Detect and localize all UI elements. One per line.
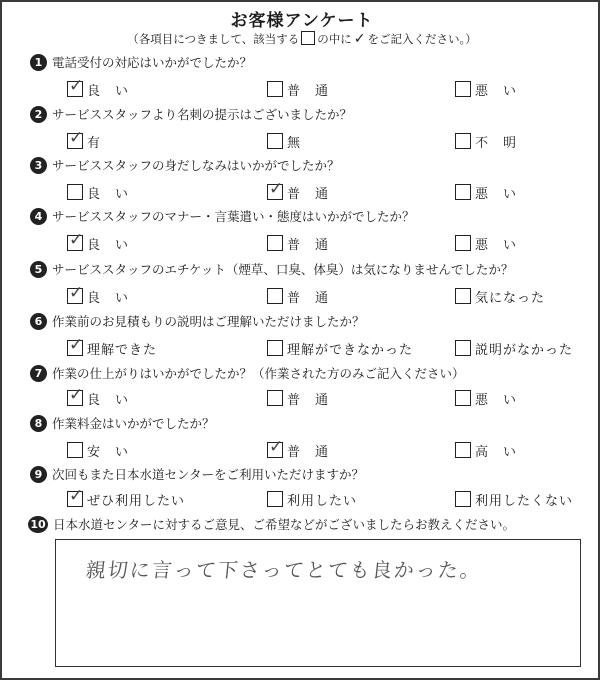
survey-title: お客様アンケート bbox=[230, 11, 374, 31]
question-2 bbox=[30, 104, 352, 126]
comment-field[interactable] bbox=[55, 539, 581, 667]
question-number-badge: 3 bbox=[30, 157, 47, 174]
checkbox[interactable] bbox=[267, 81, 283, 97]
check-mark-icon: ✓ bbox=[353, 31, 366, 47]
option-q3-1[interactable] bbox=[67, 180, 217, 204]
checkbox[interactable] bbox=[267, 179, 284, 200]
question-text: 作業の仕上がりはいかがでしたか？（作業された方のみご記入ください） bbox=[52, 366, 465, 381]
question-number-badge: 10 bbox=[28, 516, 48, 533]
checkbox[interactable] bbox=[67, 128, 84, 149]
question-number-badge: 2 bbox=[30, 106, 47, 123]
option-label: 利用したい bbox=[287, 493, 358, 509]
checkbox[interactable] bbox=[67, 230, 84, 251]
instruction-after: をご記入ください。） bbox=[367, 32, 477, 46]
checkbox[interactable] bbox=[455, 390, 471, 406]
option-label: 良 い bbox=[87, 392, 130, 408]
question-number-badge: 9 bbox=[30, 466, 47, 483]
option-q4-1[interactable] bbox=[67, 231, 217, 255]
option-q7-3[interactable] bbox=[455, 386, 590, 410]
checkbox[interactable] bbox=[67, 385, 84, 406]
checkbox[interactable] bbox=[267, 390, 283, 406]
check-mark-icon: ✓ bbox=[69, 283, 84, 303]
checkbox[interactable] bbox=[455, 81, 471, 97]
question-number-badge: 7 bbox=[30, 365, 47, 382]
check-mark-icon: ✓ bbox=[69, 335, 84, 355]
option-label: 理解できた bbox=[87, 342, 158, 358]
option-q1-3[interactable] bbox=[455, 77, 590, 101]
check-mark-icon: ✓ bbox=[69, 385, 84, 405]
checkbox[interactable] bbox=[455, 442, 471, 458]
option-label: 説明がなかった bbox=[475, 342, 574, 358]
option-label: 悪 い bbox=[475, 83, 518, 99]
question-text: 日本水道センターに対するご意見、ご希望などがございましたらお教えください。 bbox=[53, 517, 516, 532]
option-label: 普 通 bbox=[287, 83, 330, 99]
checkbox[interactable] bbox=[455, 184, 471, 200]
question-number-badge: 8 bbox=[30, 415, 47, 432]
option-label: 普 通 bbox=[287, 237, 330, 253]
checkbox[interactable] bbox=[67, 486, 84, 507]
option-q7-1[interactable] bbox=[67, 386, 217, 410]
option-q2-3[interactable] bbox=[455, 129, 590, 153]
check-mark-icon: ✓ bbox=[69, 486, 84, 506]
option-q1-1[interactable] bbox=[67, 77, 217, 101]
option-label: 良 い bbox=[87, 290, 130, 306]
option-q6-3[interactable] bbox=[455, 336, 590, 360]
option-q5-1[interactable] bbox=[67, 284, 217, 308]
check-mark-icon: ✓ bbox=[69, 128, 84, 148]
option-q6-1[interactable] bbox=[67, 336, 217, 360]
question-5-options bbox=[2, 284, 600, 308]
option-q9-1[interactable] bbox=[67, 487, 217, 511]
option-label: 高 い bbox=[475, 444, 518, 460]
question-4-options bbox=[2, 231, 600, 255]
option-q8-3[interactable] bbox=[455, 438, 590, 462]
option-label: 悪 い bbox=[475, 392, 518, 408]
question-number-badge: 6 bbox=[30, 313, 47, 330]
question-text: サービススタッフのエチケット（煙草、口臭、体臭）は気になりませんでしたか？ bbox=[52, 262, 514, 277]
option-label: 普 通 bbox=[287, 290, 330, 306]
question-text: 次回もまた日本水道センターをご利用いただけますか？ bbox=[52, 467, 365, 482]
checkbox[interactable] bbox=[455, 491, 471, 507]
option-q7-2[interactable] bbox=[267, 386, 427, 410]
question-2-options bbox=[2, 129, 600, 153]
question-text: 作業前のお見積もりの説明はご理解いただけましたか？ bbox=[52, 314, 365, 329]
checkbox[interactable] bbox=[67, 442, 83, 458]
check-mark-icon: ✓ bbox=[69, 230, 84, 250]
question-1 bbox=[30, 52, 252, 74]
option-q4-3[interactable] bbox=[455, 231, 590, 255]
option-label: ぜひ利用したい bbox=[87, 493, 186, 509]
question-7-options bbox=[2, 386, 600, 410]
checkbox[interactable] bbox=[267, 235, 283, 251]
option-q1-2[interactable] bbox=[267, 77, 427, 101]
checkbox[interactable] bbox=[455, 340, 471, 356]
option-label: 無 bbox=[287, 135, 302, 151]
question-3 bbox=[30, 155, 340, 177]
checkbox[interactable] bbox=[67, 76, 84, 97]
checkbox[interactable] bbox=[67, 184, 83, 200]
question-10 bbox=[28, 514, 515, 536]
checkbox[interactable] bbox=[455, 288, 471, 304]
question-6 bbox=[30, 311, 365, 333]
checkbox[interactable] bbox=[267, 133, 283, 149]
question-7 bbox=[30, 363, 465, 385]
question-5 bbox=[30, 259, 513, 281]
option-label: 良 い bbox=[87, 83, 130, 99]
option-label: 安 い bbox=[87, 444, 130, 460]
question-text: サービススタッフより名刺の提示はございましたか？ bbox=[52, 107, 353, 122]
question-4 bbox=[30, 206, 415, 228]
question-8-options bbox=[2, 438, 600, 462]
option-q9-2[interactable] bbox=[267, 487, 427, 511]
option-label: 悪 い bbox=[475, 237, 518, 253]
option-label: 良 い bbox=[87, 237, 130, 253]
instruction-text bbox=[2, 31, 600, 47]
check-mark-icon: ✓ bbox=[269, 179, 284, 199]
option-label: 普 通 bbox=[287, 186, 330, 202]
checkbox-sample-icon bbox=[301, 31, 315, 45]
question-number-badge: 4 bbox=[30, 208, 47, 225]
option-q2-2[interactable] bbox=[267, 129, 427, 153]
handwritten-comment: 親切に言って下さってとても良かった。 bbox=[84, 558, 484, 582]
question-1-options bbox=[2, 77, 600, 101]
instruction-middle: の中に bbox=[317, 32, 352, 46]
question-8 bbox=[30, 413, 215, 435]
checkbox[interactable] bbox=[267, 340, 283, 356]
option-q8-1[interactable] bbox=[67, 438, 217, 462]
option-q4-2[interactable] bbox=[267, 231, 427, 255]
question-3-options bbox=[2, 180, 600, 204]
option-label: 気になった bbox=[475, 290, 546, 306]
option-q2-1[interactable] bbox=[67, 129, 217, 153]
question-number-badge: 5 bbox=[30, 261, 47, 278]
checkbox[interactable] bbox=[455, 133, 471, 149]
checkbox[interactable] bbox=[455, 235, 471, 251]
option-label: 悪 い bbox=[475, 186, 518, 202]
option-label: 普 通 bbox=[287, 392, 330, 408]
question-text: 作業料金はいかがでしたか？ bbox=[52, 416, 215, 431]
question-text: 電話受付の対応はいかがでしたか？ bbox=[52, 55, 253, 70]
question-text: サービススタッフの身だしなみはいかがでしたか？ bbox=[52, 158, 340, 173]
option-q5-3[interactable] bbox=[455, 284, 590, 308]
option-label: 普 通 bbox=[287, 444, 330, 460]
option-label: 良 い bbox=[87, 186, 130, 202]
option-label: 有 bbox=[87, 135, 102, 151]
option-label: 利用したくない bbox=[475, 493, 574, 509]
checkbox[interactable] bbox=[267, 288, 283, 304]
option-label: 不 明 bbox=[475, 135, 518, 151]
option-q6-2[interactable] bbox=[267, 336, 427, 360]
checkbox[interactable] bbox=[67, 283, 84, 304]
option-q3-3[interactable] bbox=[455, 180, 590, 204]
question-number-badge: 1 bbox=[30, 54, 47, 71]
checkbox[interactable] bbox=[267, 491, 283, 507]
checkbox[interactable] bbox=[67, 335, 84, 356]
option-label: 理解ができなかった bbox=[287, 342, 414, 358]
checkbox[interactable] bbox=[267, 437, 284, 458]
check-mark-icon: ✓ bbox=[69, 76, 84, 96]
option-q3-2[interactable] bbox=[267, 180, 427, 204]
question-9 bbox=[30, 464, 364, 486]
option-q8-2[interactable] bbox=[267, 438, 427, 462]
instruction-before: （各項目につきまして、該当する bbox=[127, 32, 300, 46]
check-mark-icon: ✓ bbox=[269, 437, 284, 457]
question-6-options bbox=[2, 336, 600, 360]
option-q5-2[interactable] bbox=[267, 284, 427, 308]
question-9-options bbox=[2, 487, 600, 511]
option-q9-3[interactable] bbox=[455, 487, 590, 511]
question-text: サービススタッフのマナー・言葉遣い・態度はいかがでしたか？ bbox=[52, 209, 415, 224]
